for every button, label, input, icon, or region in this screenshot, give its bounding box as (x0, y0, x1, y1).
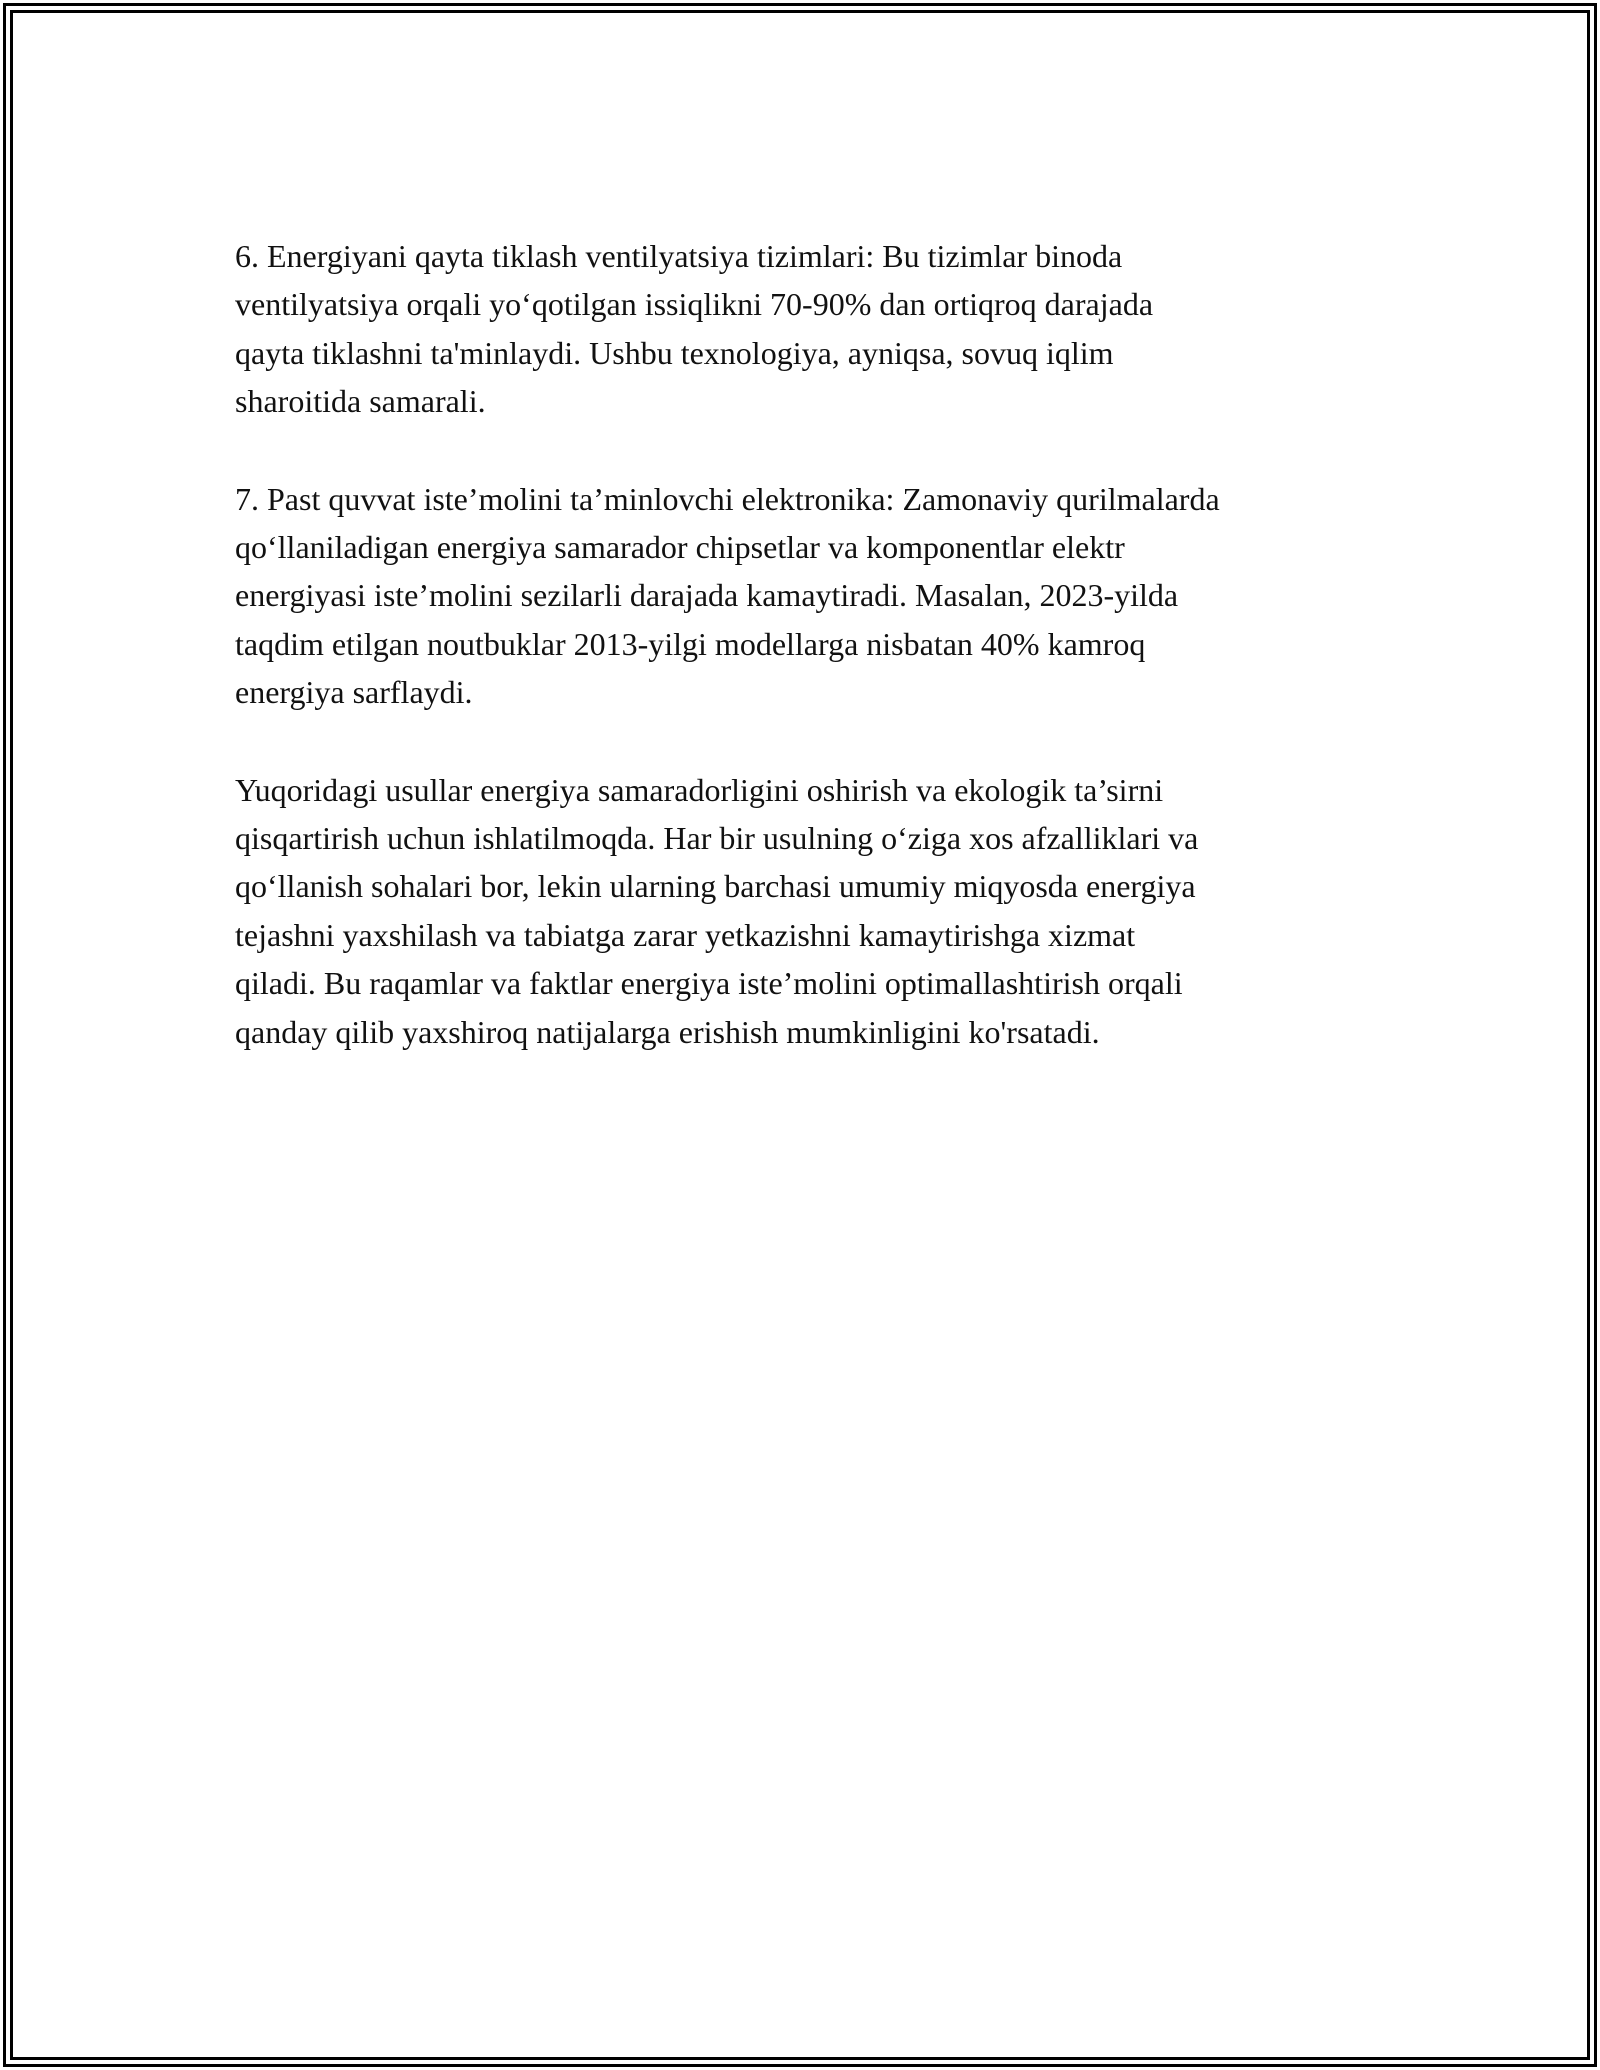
paragraph-low-power-electronics: 7. Past quvvat iste’molini ta’minlovchi elektronika: Zamonaviy qurilmalarda qo‘llaniladigan energiya samarador chipsetlar va komponentlar elektr energiyasi iste’molini sezilarli darajada kamaytiradi. Masalan, 2023-yilda taqdim etilgan noutbuklar 2013-yilgi modellarga nisbatan 40% kamroq energiya sarflaydi. (235, 480, 1220, 711)
document-body (235, 232, 1385, 1105)
paragraph-conclusion: Yuqoridagi usullar energiya samaradorligini oshirish va ekologik ta’sirni qisqartirish uchun ishlatilmoqda. Har bir usulning o‘ziga xos afzalliklari va qo‘llanish sohalari bor, lekin ularning barchasi umumiy miqyosda energiya tejashni yaxshilash va tabiatga zarar yetkazishni kamaytirishga xizmat qiladi. Bu raqamlar va faktlar energiya iste’molini optimallashtirish orqali qanday qilib yaxshiroq natijalarga erishish mumkinligini ko'rsatadi. (235, 771, 1199, 1050)
paragraph-energy-recovery-ventilation: 6. Energiyani qayta tiklash ventilyatsiya tizimlari: Bu tizimlar binoda ventilyatsiya orqali yo‘qotilgan issiqlikni 70-90% dan ortiqroq darajada qayta tiklashni ta'minlaydi. Ushbu texnologiya, ayniqsa, sovuq iqlim sharoitida samarali. (235, 238, 1154, 420)
